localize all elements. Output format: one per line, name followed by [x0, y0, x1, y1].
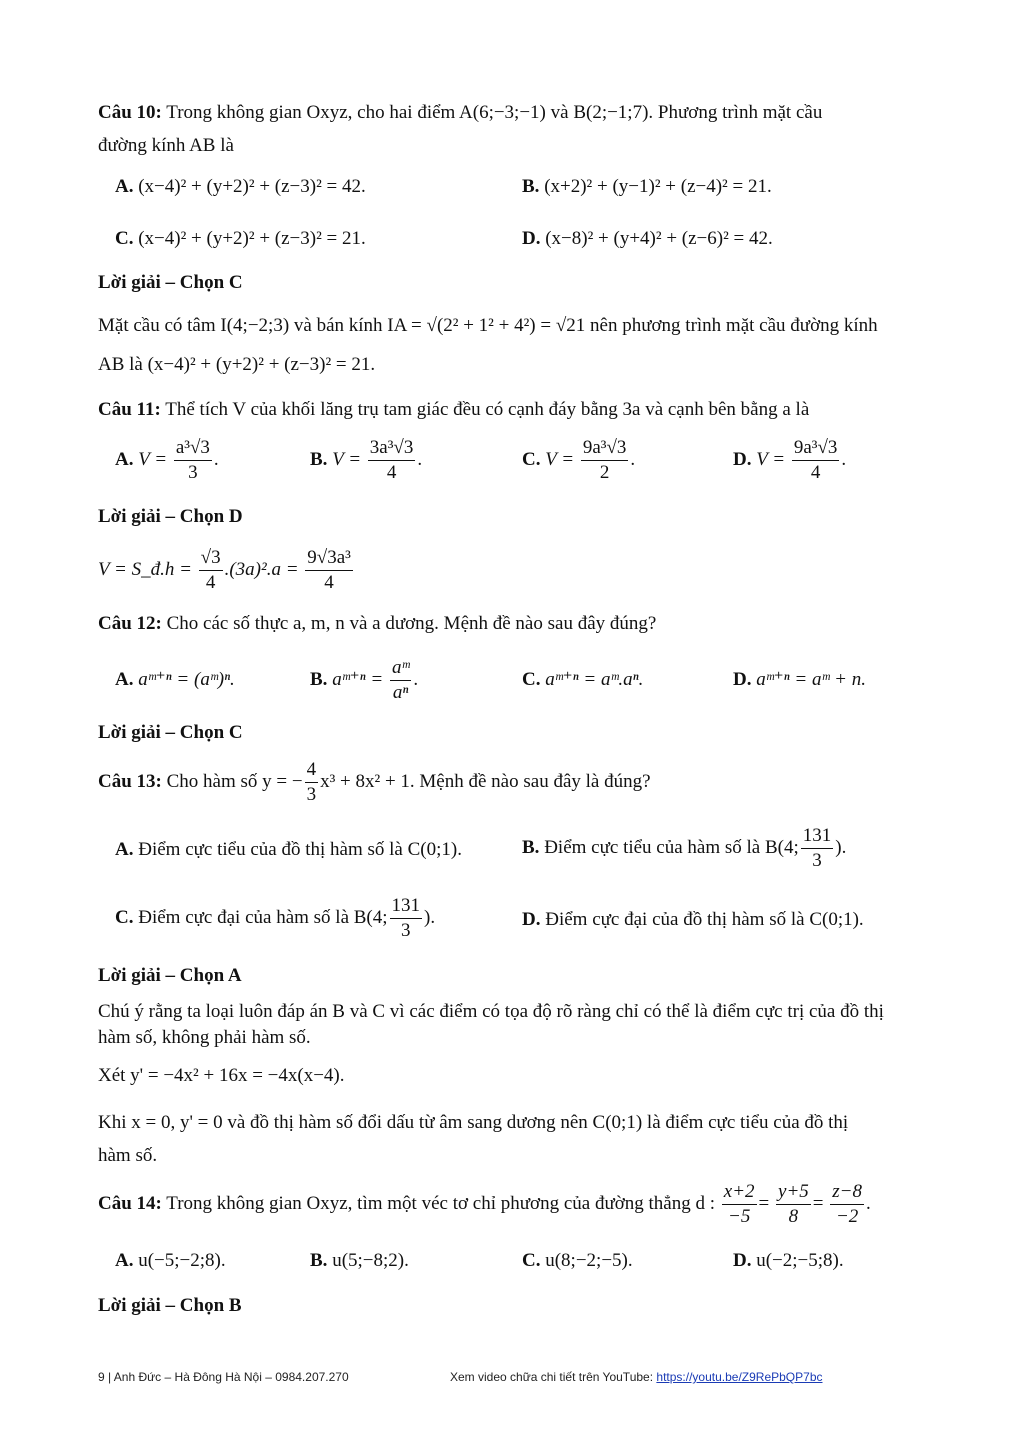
fraction-denominator: 4: [810, 462, 821, 483]
option-text: Điểm cực đại của hàm số là B(4;: [138, 906, 388, 928]
fraction-denominator: aⁿ: [392, 682, 409, 703]
q11-option-c: C. V = $\frac{\text{9a³√3}}{2}$ .: [522, 437, 636, 483]
fraction-numerator: aᵐ: [390, 656, 411, 681]
q12-option-d: [733, 667, 866, 693]
option-text: Điểm cực tiểu của hàm số là B(4;: [544, 836, 799, 858]
q11-option-a: A. V = $\frac{\text{a³√3}}{3}$ .: [115, 437, 219, 483]
footer-video-label: Xem video chữa chi tiết trên YouTube:: [450, 1370, 654, 1384]
q13-text-post: x³ + 8x² + 1. Mệnh đề nào sau đây là đúng?: [320, 770, 651, 792]
fraction-denominator: 3: [306, 784, 317, 805]
footer-video-note: [450, 1370, 823, 1384]
option-letter: D.: [733, 1250, 752, 1271]
option-expr: aᵐ⁺ⁿ =: [332, 668, 384, 690]
fraction-numerator: 131: [801, 824, 834, 849]
option-letter: B.: [310, 448, 328, 470]
solution-fraction-2: [305, 546, 353, 595]
option-expr: (x−8)² + (y+4)² + (z−6)² = 42.: [545, 228, 773, 249]
fraction-numerator: z−8: [830, 1180, 864, 1205]
fraction-numerator: 3a³√3: [368, 436, 416, 461]
q10-label: Câu 10:: [98, 102, 162, 123]
q13-stem: [98, 758, 651, 807]
q12-stem: [98, 611, 656, 637]
fraction-denominator: 4: [205, 572, 216, 593]
q14-fraction-y: [776, 1180, 811, 1229]
q14-option-b: [310, 1248, 409, 1274]
option-expr: u(−2;−5;8).: [756, 1250, 844, 1271]
option-letter: D.: [733, 669, 752, 690]
q14-label: Câu 14:: [98, 1192, 162, 1214]
option-text: Điểm cực tiểu của đồ thị hàm số là C(0;1).: [138, 839, 462, 860]
fraction-denominator: 3: [188, 462, 198, 483]
solution-prefix: V = S_đ.h =: [98, 558, 192, 580]
solution-middle: .(3a)².a =: [224, 558, 299, 580]
q13-solution-line5: hàm số.: [98, 1145, 158, 1166]
option-prefix: V =: [756, 448, 786, 470]
option-letter: A.: [115, 176, 134, 197]
option-fraction: [368, 436, 416, 485]
option-letter: B.: [310, 1250, 328, 1271]
option-prefix: V =: [545, 448, 575, 470]
q11-stem: [98, 397, 809, 423]
q10-option-d: [522, 226, 773, 252]
option-letter: C.: [522, 669, 541, 690]
option-expr: aᵐ⁺ⁿ = aᵐ + n.: [756, 669, 866, 690]
fraction-denominator: −5: [728, 1206, 751, 1227]
fraction-denominator: 3: [401, 920, 411, 941]
fraction-numerator: 9a³√3: [792, 436, 840, 461]
option-fraction: [174, 436, 212, 485]
option-letter: B.: [522, 836, 540, 858]
option-expr: aᵐ⁺ⁿ = aᵐ.aⁿ.: [545, 669, 644, 690]
q11-answer: Lời giải – Chọn D: [98, 506, 243, 527]
q10-text: Trong không gian Oxyz, cho hai điểm A(6;−3;−1) và B(2;−1;7). Phương trình mặt cầu: [166, 102, 823, 123]
q10-solution-line2: AB là (x−4)² + (y+2)² + (z−3)² = 21.: [98, 354, 376, 375]
q14-answer: Lời giải – Chọn B: [98, 1295, 242, 1316]
q14-option-c: [522, 1248, 633, 1274]
fraction-denominator: −2: [835, 1206, 859, 1227]
option-letter: D.: [522, 909, 541, 930]
q14-option-d: [733, 1248, 844, 1274]
q13-answer: Lời giải – Chọn A: [98, 965, 242, 986]
option-letter: A.: [115, 1250, 134, 1271]
q13-solution-line4: Khi x = 0, y' = 0 và đồ thị hàm số đổi dấu từ âm sang dương nên C(0;1) là điểm cực tiểu của đồ thị: [98, 1112, 849, 1133]
option-letter: C.: [522, 448, 541, 470]
fraction-denominator: 4: [386, 462, 397, 483]
option-fraction: [581, 436, 629, 485]
q13-solution-line2: hàm số, không phải hàm số.: [98, 1027, 311, 1048]
option-expr: (x+2)² + (y−1)² + (z−4)² = 21.: [544, 176, 772, 197]
q13-option-d: [522, 907, 864, 933]
fraction-numerator: 9a³√3: [581, 436, 629, 461]
q14-text: Trong không gian Oxyz, tìm một véc tơ chỉ phương của đường thẳng d :: [166, 1192, 716, 1214]
option-expr: u(8;−2;−5).: [545, 1250, 633, 1271]
q13-label: Câu 13:: [98, 770, 162, 792]
option-expr: u(5;−8;2).: [332, 1250, 409, 1271]
fraction-denominator: 8: [788, 1206, 799, 1227]
solution-fraction-1: [199, 546, 223, 595]
q12-option-b: B. aᵐ⁺ⁿ = $\frac{\text{aᵐ}}{\text{aⁿ}}$ .: [310, 657, 419, 703]
q12-text: Cho các số thực a, m, n và a dương. Mệnh đề nào sau đây đúng?: [166, 613, 657, 634]
fraction-numerator: y+5: [776, 1180, 811, 1205]
option-fraction: [390, 656, 411, 705]
fraction-numerator: √3: [199, 546, 223, 571]
option-fraction: [390, 894, 423, 943]
q12-answer: Lời giải – Chọn C: [98, 722, 243, 743]
q14-stem: Câu 14: Trong không gian Oxyz, tìm một véc tơ chỉ phương của đường thẳng d : $\frac{x+2}{-5}$ = $\frac{y+5}{8}$ = $\frac{z-8}{-2}$ .: [98, 1181, 871, 1227]
option-expr: (x−4)² + (y+2)² + (z−3)² = 42.: [138, 176, 366, 197]
q10-stem: [98, 100, 822, 126]
option-tail: ).: [424, 906, 436, 928]
q13-option-a: [115, 837, 462, 863]
q10-solution-line1: Mặt cầu có tâm I(4;−2;3) và bán kính IA = √(2² + 1² + 4²) = √21 nên phương trình mặt cầu đường kính: [98, 315, 878, 336]
q13-text-pre: Cho hàm số y = −: [166, 770, 303, 792]
option-letter: B.: [522, 176, 540, 197]
q13-fraction: [305, 758, 319, 807]
q11-option-d: D. V = $\frac{\text{9a³√3}}{4}$ .: [733, 437, 847, 483]
fraction-denominator: 2: [599, 462, 610, 483]
q14-option-a: [115, 1248, 226, 1274]
option-letter: A.: [115, 839, 134, 860]
fraction-denominator: 4: [324, 572, 334, 593]
option-letter: C.: [522, 1250, 541, 1271]
option-expr: (x−4)² + (y+2)² + (z−3)² = 21.: [138, 228, 366, 249]
option-letter: A.: [115, 669, 134, 690]
q13-solution-line3: Xét y' = −4x² + 16x = −4x(x−4).: [98, 1065, 345, 1086]
option-expr: aᵐ⁺ⁿ = (aᵐ)ⁿ.: [138, 669, 235, 690]
option-letter: C.: [115, 906, 134, 928]
fraction-numerator: 131: [390, 894, 423, 919]
q10-option-b: [522, 174, 772, 200]
option-letter: D.: [733, 448, 752, 470]
option-letter: B.: [310, 668, 328, 690]
q10-option-c: [115, 226, 366, 252]
fraction-numerator: 4: [305, 758, 319, 783]
option-expr: u(−5;−2;8).: [138, 1250, 226, 1271]
fraction-denominator: 3: [812, 850, 822, 871]
fraction-numerator: a³√3: [174, 436, 212, 461]
q13-option-b: [522, 824, 846, 873]
option-fraction: [801, 824, 834, 873]
q13-solution-line1: Chú ý rằng ta loại luôn đáp án B và C vì các điểm có tọa độ rõ ràng chỉ có thể là điểm cực trị của đồ thị: [98, 1001, 884, 1022]
q11-text: Thể tích V của khối lăng trụ tam giác đều có cạnh đáy bằng 3a và cạnh bên bằng a là: [165, 399, 810, 420]
q10-answer: Lời giải – Chọn C: [98, 272, 243, 293]
q10-option-a: [115, 174, 366, 200]
q11-solution: [98, 546, 355, 595]
option-fraction: [792, 436, 840, 485]
q14-fraction-z: [830, 1180, 864, 1229]
option-letter: D.: [522, 228, 541, 249]
fraction-numerator: x+2: [722, 1180, 757, 1205]
option-prefix: V =: [138, 448, 168, 470]
q13-option-c: [115, 894, 435, 943]
q12-option-a: [115, 667, 235, 693]
option-prefix: V =: [332, 448, 362, 470]
option-letter: A.: [115, 448, 134, 470]
q12-option-c: [522, 667, 643, 693]
q12-label: Câu 12:: [98, 613, 162, 634]
option-letter: C.: [115, 228, 134, 249]
footer-author: 9 | Anh Đức – Hà Đông Hà Nội – 0984.207.270: [98, 1370, 349, 1384]
q14-fraction-x: [722, 1180, 757, 1229]
q11-label: Câu 11:: [98, 399, 161, 420]
q10-stem-cont: đường kính AB là: [98, 135, 234, 156]
option-tail: ).: [835, 836, 847, 858]
option-text: Điểm cực đại của đồ thị hàm số là C(0;1).: [545, 909, 864, 930]
footer-youtube-link[interactable]: https://youtu.be/Z9RePbQP7bc: [656, 1370, 823, 1384]
q11-option-b: B. V = $\frac{\text{3a³√3}}{4}$ .: [310, 437, 423, 483]
fraction-numerator: 9√3a³: [305, 546, 353, 571]
